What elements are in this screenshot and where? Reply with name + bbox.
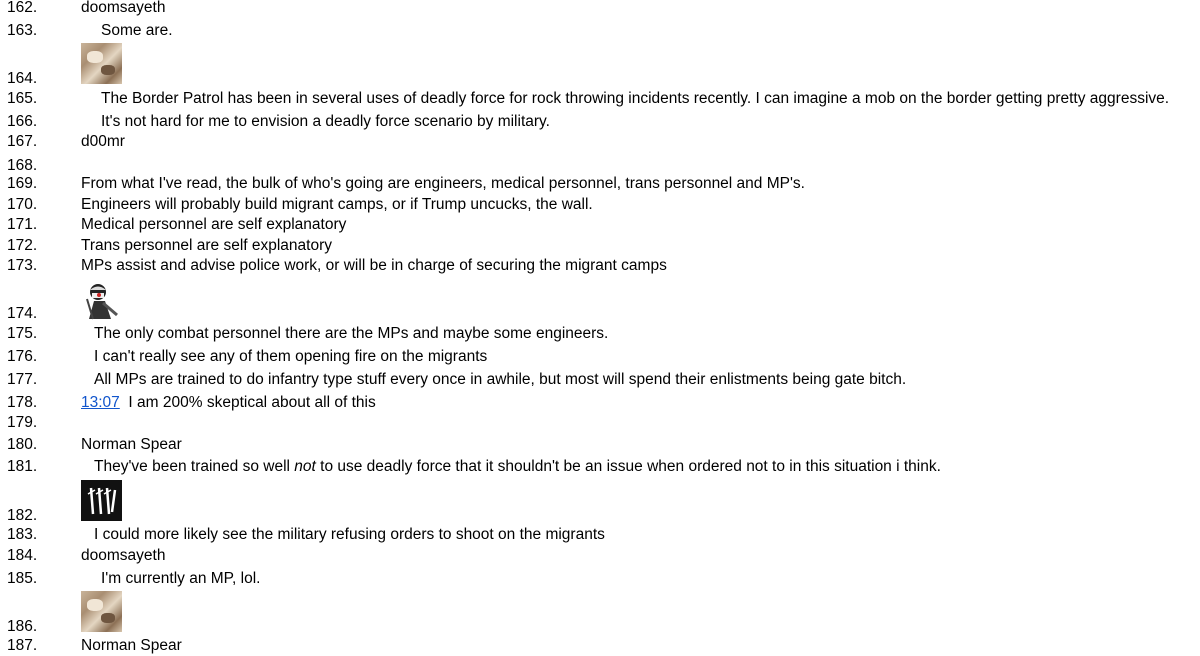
line-172 [0,236,1200,256]
line-184 [0,546,1200,566]
message-line [94,457,941,477]
line-165 [0,89,1200,109]
username: d00mr [81,133,125,150]
message-text: They've been trained so well [94,458,295,475]
line-169 [0,174,1200,194]
line-number: 176. [7,348,38,365]
line-number: 166. [7,113,38,130]
message-text: It's not hard for me to envision a deadly force scenario by military. [101,113,550,130]
line-number: 183. [7,526,38,543]
line-185 [0,569,1200,589]
line-164 [0,69,1200,89]
line-number: 171. [7,216,38,233]
line-number: 181. [7,458,38,475]
line-number: 179. [7,414,38,431]
username: Norman Spear [81,637,182,654]
emphasis-text: not [294,458,316,475]
line-162 [0,0,1200,18]
line-173 [0,256,1200,276]
line-number: 165. [7,90,38,107]
line-166 [0,112,1200,132]
line-168 [0,156,1200,176]
line-182 [0,506,1200,526]
line-number: 167. [7,133,38,150]
line-171 [0,215,1200,235]
line-178 [0,393,1200,413]
message-text: All MPs are trained to do infantry type stuff every once in awhile, but most will spend their enlistments being gate bitch. [94,371,907,388]
message-text: I can't really see any of them opening fire on the migrants [94,348,488,365]
line-number: 175. [7,325,38,342]
username: Norman Spear [81,436,182,453]
line-number: 180. [7,436,38,453]
username: doomsayeth [81,0,166,16]
line-179 [0,413,1200,433]
message-text: The Border Patrol has been in several uses of deadly force for rock throwing incidents recently. I can imagine a mob on the border getting pretty aggressive. [101,90,1170,107]
line-167 [0,132,1200,152]
line-number: 178. [7,394,38,411]
line-187 [0,636,1200,656]
line-number: 162. [7,0,38,16]
line-number: 174. [7,305,38,322]
username: doomsayeth [81,547,166,564]
line-number: 168. [7,157,38,174]
line-number: 163. [7,22,38,39]
message-text: Medical personnel are self explanatory [81,216,347,233]
timestamp-link[interactable]: 13:07 [81,394,120,411]
line-number: 184. [7,547,38,564]
line-170 [0,195,1200,215]
message-text: I'm currently an MP, lol. [101,570,261,587]
line-number: 177. [7,371,38,388]
message-line [81,393,376,413]
line-number: 185. [7,570,38,587]
line-number: 172. [7,237,38,254]
message-text: Trans personnel are self explanatory [81,237,333,254]
line-181 [0,457,1200,477]
line-163 [0,21,1200,41]
line-180 [0,435,1200,455]
message-text: Engineers will probably build migrant camps, or if Trump uncucks, the wall. [81,196,593,213]
message-text: I could more likely see the military refusing orders to shoot on the migrants [94,526,605,543]
message-text: Some are. [101,22,173,39]
line-183 [0,525,1200,545]
message-text: I am 200% skeptical about all of this [128,394,376,411]
line-174 [0,304,1200,324]
message-text: to use deadly force that it shouldn't be an issue when ordered not to in this situation i think. [315,458,941,475]
line-186 [0,617,1200,637]
line-number: 170. [7,196,38,213]
line-number: 173. [7,257,38,274]
line-number: 186. [7,618,38,635]
line-number: 169. [7,175,38,192]
line-176 [0,347,1200,367]
line-number: 164. [7,70,38,87]
line-number: 187. [7,637,38,654]
line-177 [0,370,1200,390]
message-text: MPs assist and advise police work, or will be in charge of securing the migrant camps [81,257,667,274]
line-175 [0,324,1200,344]
line-number: 182. [7,507,38,524]
message-text: The only combat personnel there are the MPs and maybe some engineers. [94,325,609,342]
message-text: From what I've read, the bulk of who's going are engineers, medical personnel, trans personnel and MP's. [81,175,805,192]
